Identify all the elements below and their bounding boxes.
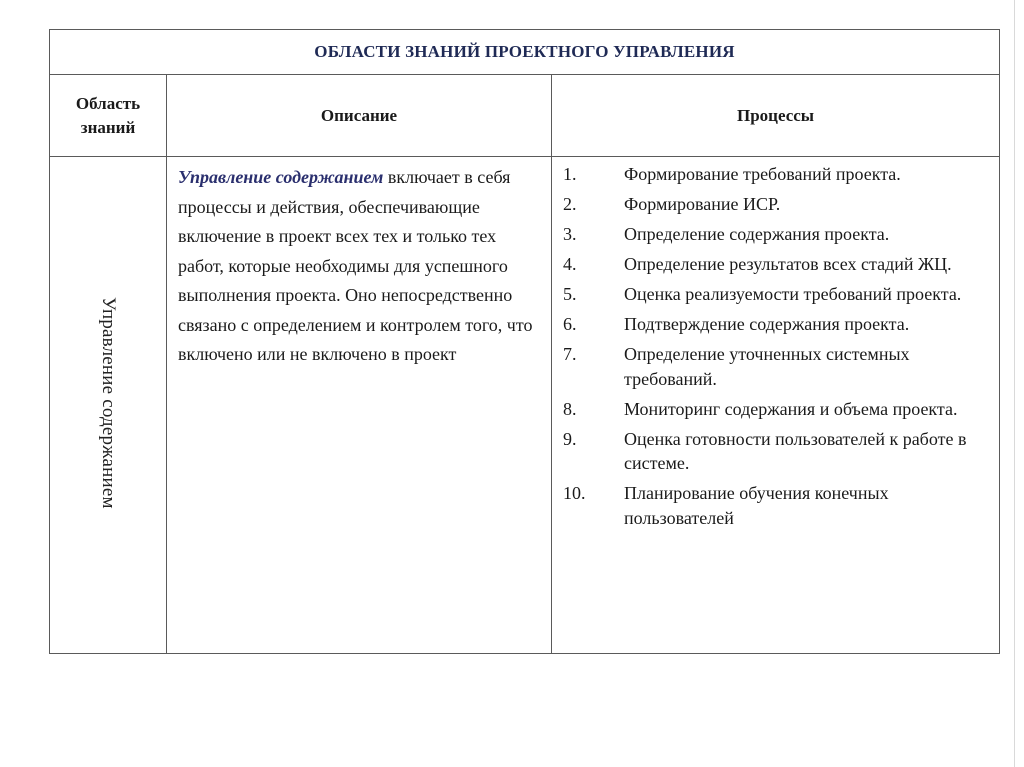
- list-item-text: Мониторинг содержания и объема проекта.: [624, 398, 958, 419]
- list-item-number: 10.: [563, 483, 586, 503]
- slide-frame-edge: [1014, 0, 1015, 767]
- processes-cell: [552, 157, 1000, 654]
- header-description: Описание: [167, 75, 552, 157]
- list-item-number: 7.: [563, 344, 577, 364]
- knowledge-areas-table: [49, 29, 1000, 654]
- list-item: [563, 481, 991, 530]
- list-item: [563, 222, 991, 247]
- list-item-number: 2.: [563, 194, 577, 214]
- list-item-text: Оценка реализуемости требований проекта.: [624, 284, 962, 304]
- list-item-text: Определение результатов всех стадий ЖЦ.: [624, 254, 952, 274]
- header-area: [50, 75, 167, 157]
- list-item-text: Подтверждение содержания проекта.: [624, 314, 910, 334]
- list-item-number: 3.: [563, 224, 577, 244]
- table-row: [50, 157, 1000, 654]
- list-item: [563, 192, 991, 217]
- list-item-number: 4.: [563, 254, 577, 274]
- list-item-number: 8.: [563, 398, 577, 419]
- description-text: включает в себя процессы и действия, обеспечивающие включение в проект всех тех и только тех работ, которые необходимы для успешного выполнения проекта. Оно непосредственно связано с определением и контролем того, что включено или не включено в проект: [178, 167, 533, 364]
- list-item-text: Формирование ИСР.: [624, 194, 781, 214]
- list-item-number: 9.: [563, 428, 577, 449]
- list-item-text: Определение содержания проекта.: [624, 224, 890, 244]
- title-row: [50, 30, 1000, 75]
- list-item-number: 1.: [563, 164, 577, 184]
- list-item: [563, 427, 991, 476]
- header-area-label: Область знаний: [75, 93, 141, 137]
- list-item: [563, 312, 991, 337]
- list-item: [563, 282, 991, 307]
- list-item: [563, 162, 991, 187]
- list-item-number: 6.: [563, 314, 577, 334]
- description-emphasis: Управление содержанием: [178, 167, 384, 187]
- list-item-text: Формирование требований проекта.: [624, 164, 901, 184]
- list-item-text: Оценка готовности пользователей к работе в системе.: [624, 428, 967, 473]
- list-item: [563, 342, 991, 391]
- table-title: ОБЛАСТИ ЗНАНИЙ ПРОЕКТНОГО УПРАВЛЕНИЯ: [50, 30, 1000, 75]
- area-cell: [50, 157, 167, 654]
- list-item: [563, 252, 991, 277]
- list-item-text: Планирование обучения конечных пользователей: [624, 483, 889, 528]
- list-item-text: Определение уточненных системных требований.: [624, 344, 910, 389]
- list-item: [563, 397, 991, 422]
- list-item-number: 5.: [563, 284, 577, 304]
- area-name: Управление содержанием: [98, 296, 119, 509]
- process-list: [563, 162, 991, 530]
- header-row: [50, 75, 1000, 157]
- description-cell: [167, 157, 552, 654]
- header-processes: Процессы: [552, 75, 1000, 157]
